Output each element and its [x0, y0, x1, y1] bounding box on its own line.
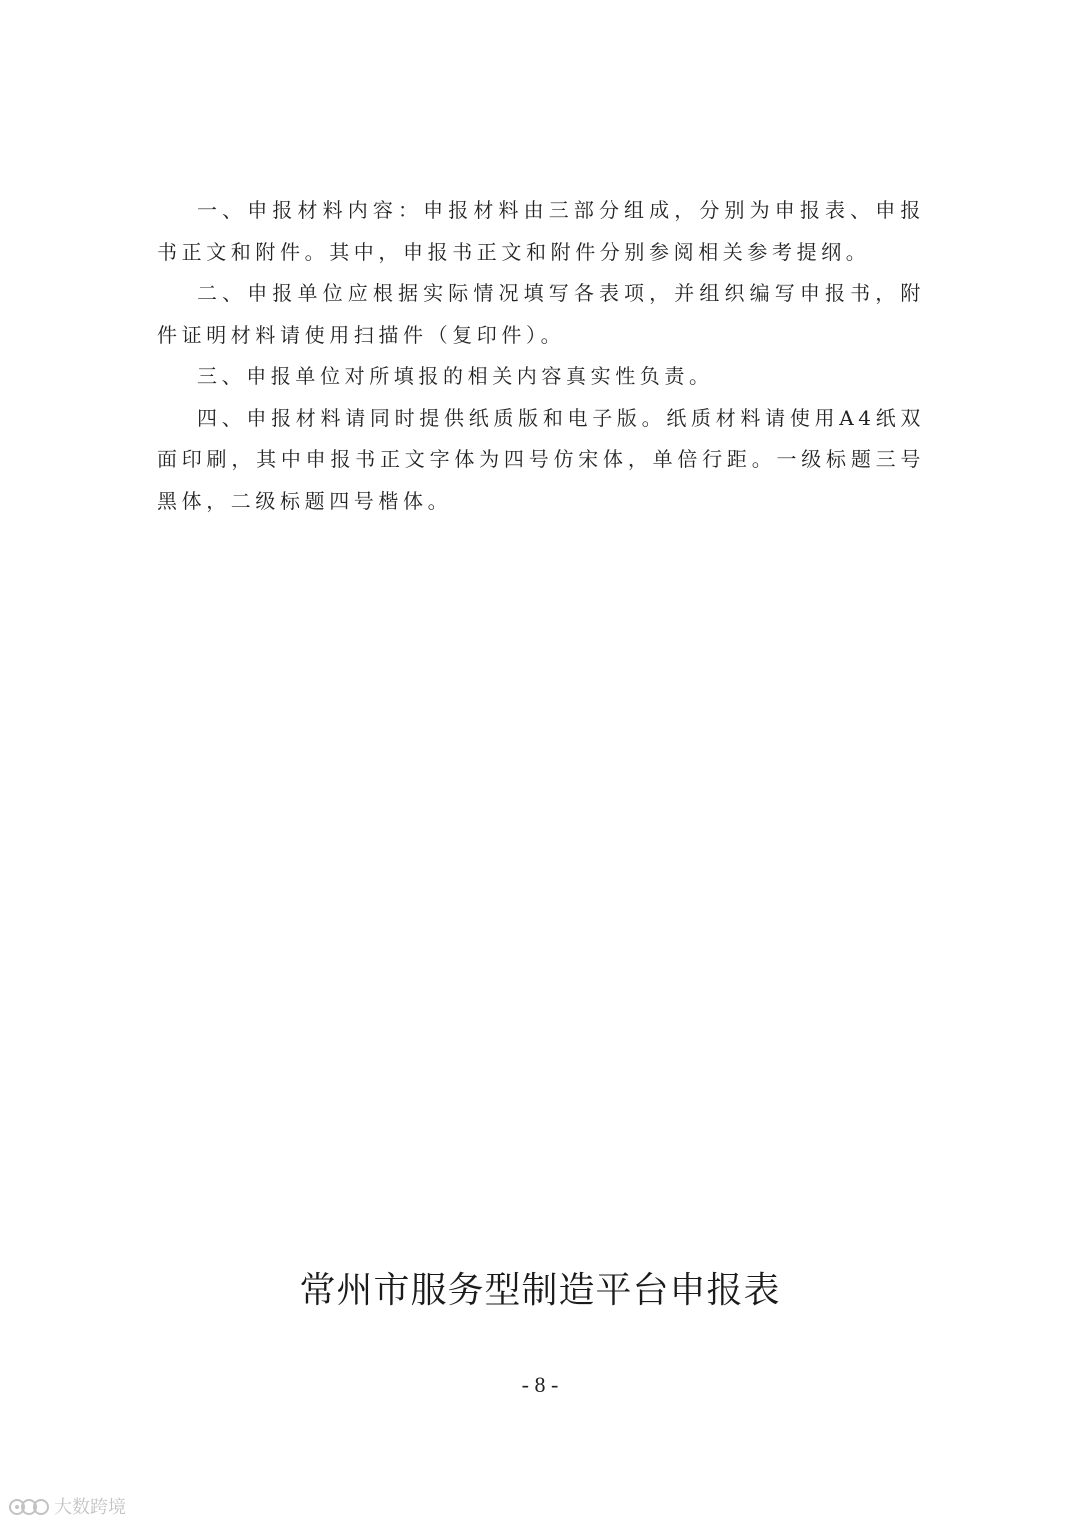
note-item-1: 一、申报材料内容：申报材料由三部分组成，分别为申报表、申报书正文和附件。其中，申报书正文和附件分别参阅相关参考提纲。 — [157, 198, 925, 264]
application-notes — [157, 190, 925, 522]
watermark — [8, 1492, 126, 1520]
page-number: - 8 - — [521, 1372, 559, 1397]
document-title: 常州市服务型制造平台申报表 — [299, 1270, 781, 1311]
source-logo-icon — [8, 1494, 50, 1518]
note-item-4: 四、申报材料请同时提供纸质版和电子版。纸质材料请使用A4纸双面印刷，其中申报书正文字体为四号仿宋体，单倍行距。一级标题三号黑体，二级标题四号楷体。 — [157, 405, 925, 513]
watermark-text: 大数跨境 — [54, 1497, 126, 1518]
note-item-2: 二、申报单位应根据实际情况填写各表项，并组织编写申报书，附件证明材料请使用扫描件（复印件）。 — [157, 281, 925, 347]
note-item-3: 三、申报单位对所填报的相关内容真实性负责。 — [197, 364, 714, 388]
